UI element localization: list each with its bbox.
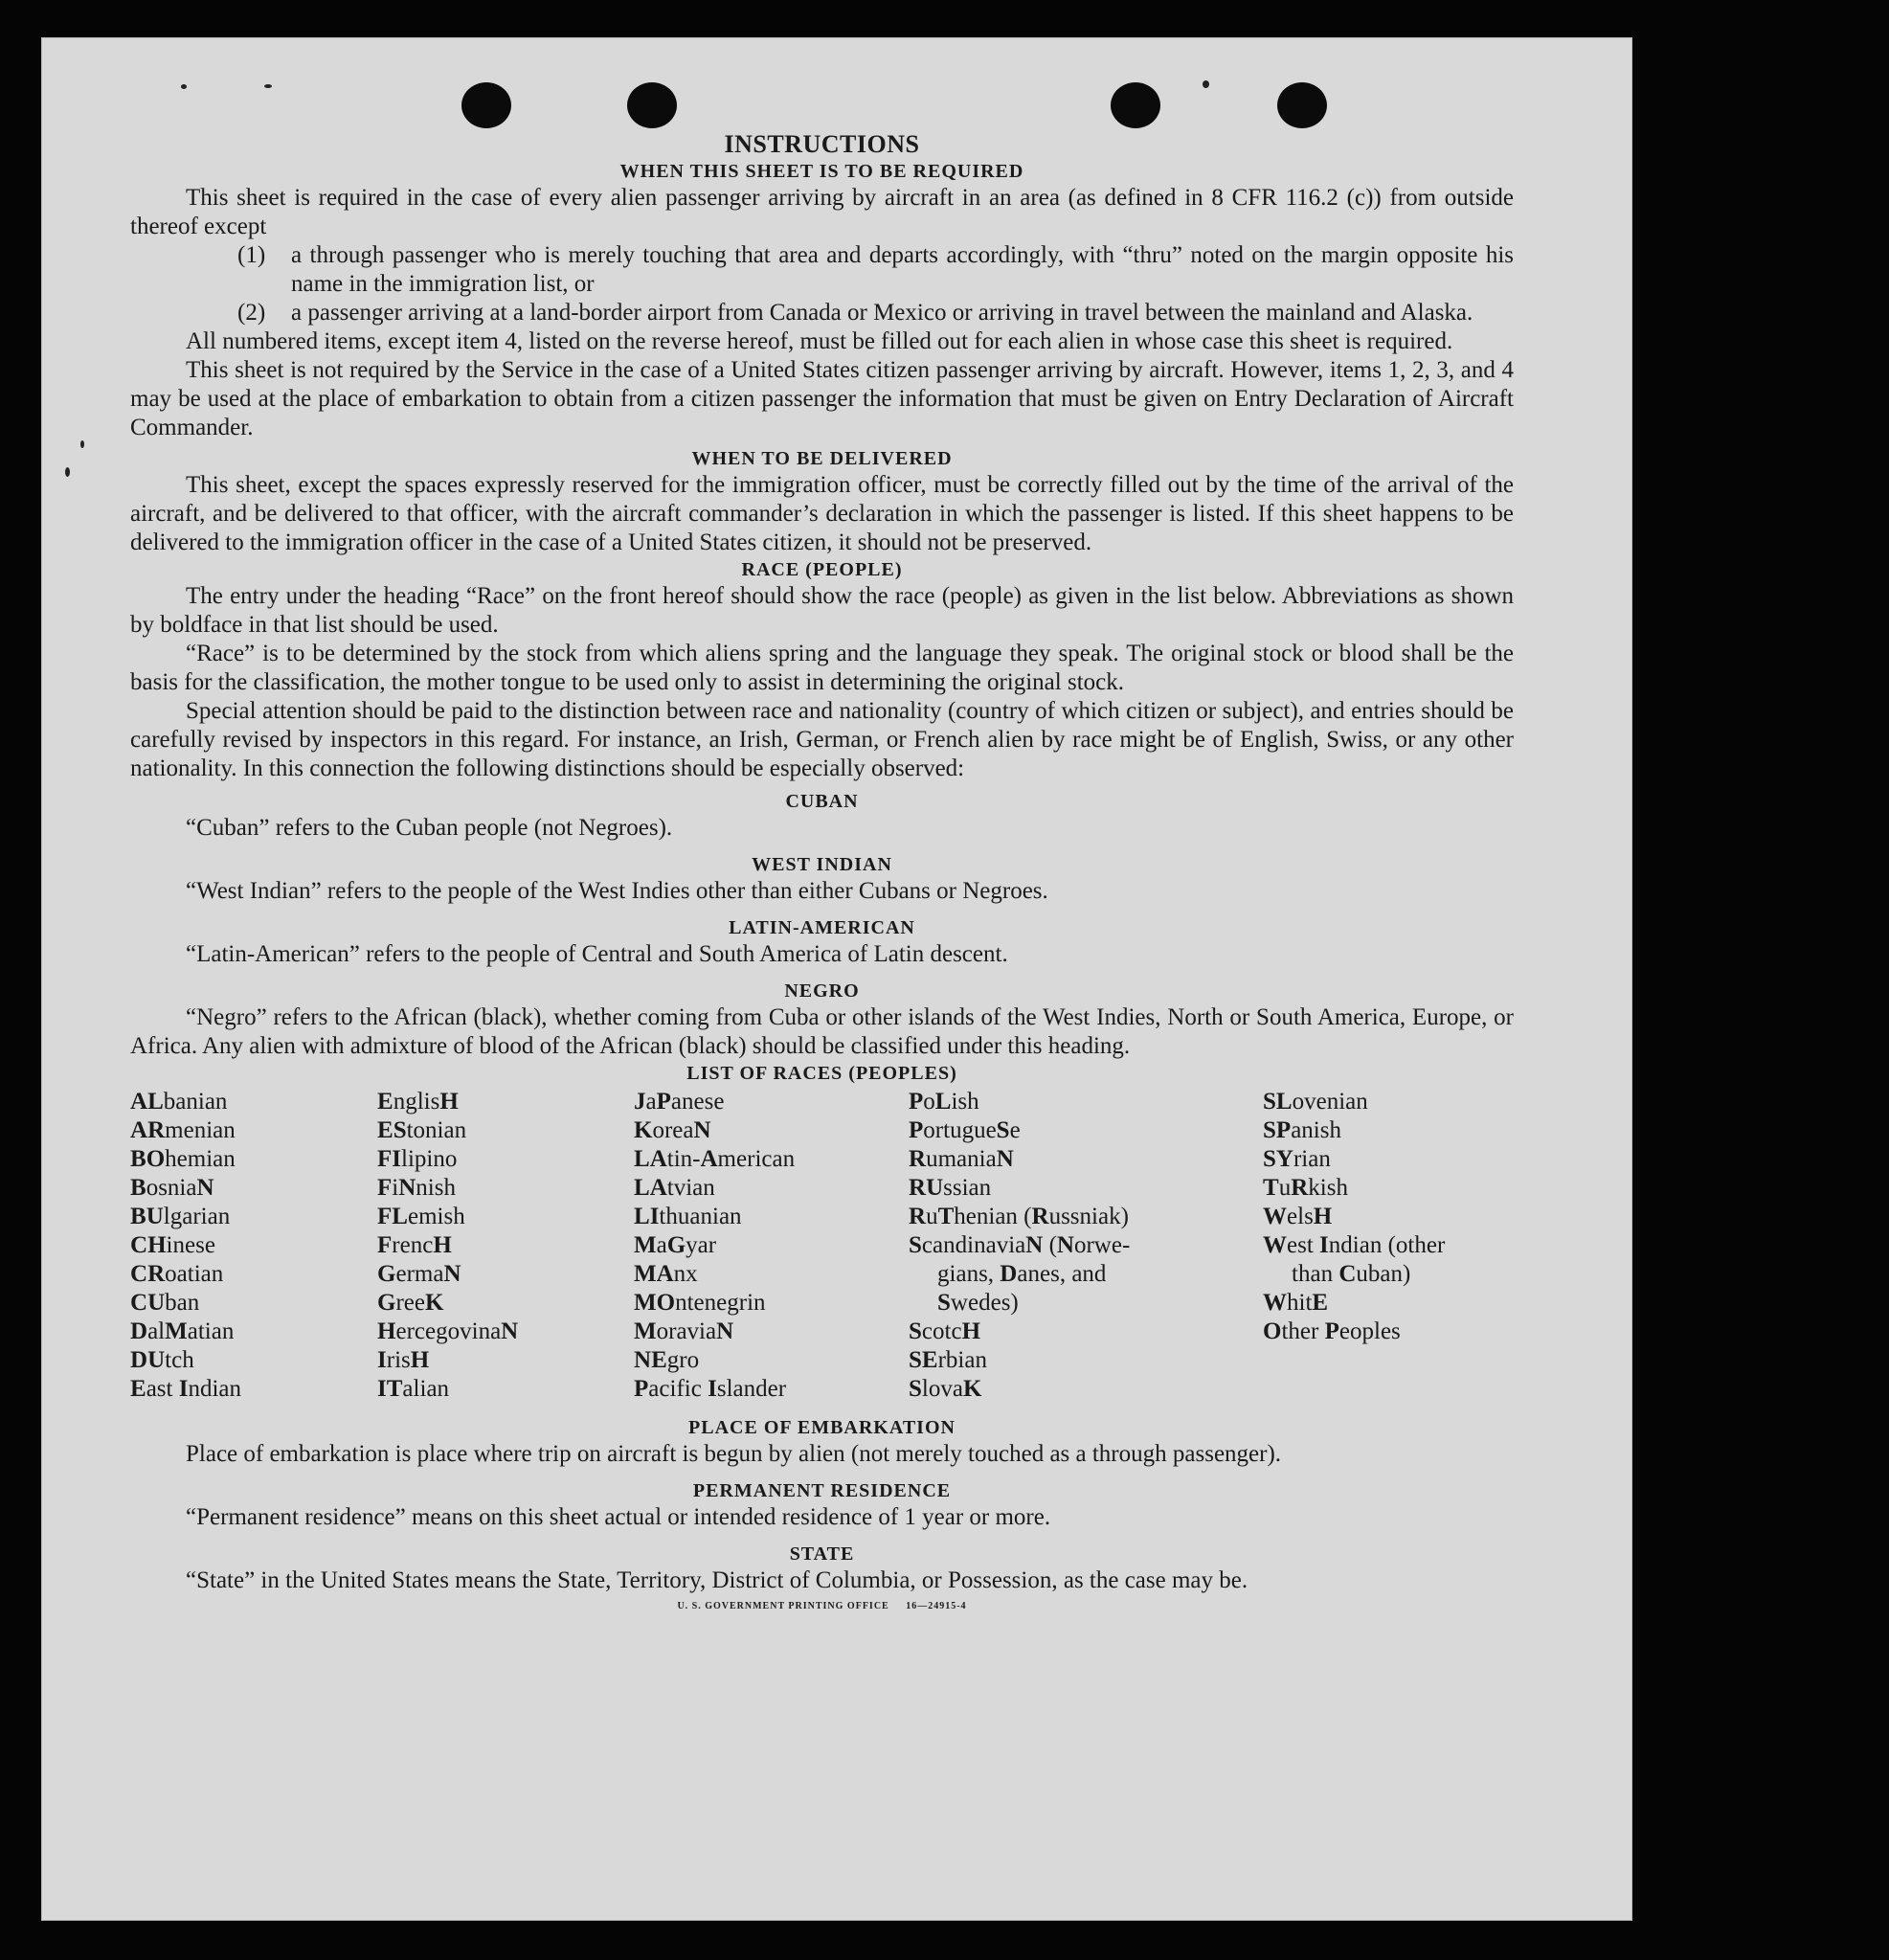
section-heading-when-required: WHEN THIS SHEET IS TO BE REQUIRED (619, 161, 1024, 182)
numbered-items-paragraph: All numbered items, except item 4, listed on the reverse hereof, must be filled out for each alien in whose case this sheet is required. (186, 328, 1453, 354)
race-name: PortugueSe (909, 1117, 1021, 1143)
printing-office-imprint: U. S. GOVERNMENT PRINTING OFFICE 16—24915-4 (677, 1601, 967, 1611)
section-heading-race: RACE (PEOPLE) (741, 559, 903, 580)
race-column (634, 1088, 909, 1404)
race-name: LAtin-American (634, 1146, 796, 1172)
state-text: “State” in the United States means the State, Territory, District of Columbia, or Possession, as the case may be. (186, 1567, 1248, 1593)
section-heading-state: STATE (789, 1543, 855, 1565)
cuban-text: “Cuban” refers to the Cuban people (not Negroes). (186, 815, 673, 841)
race-list (130, 1088, 1514, 1404)
race-column (130, 1088, 377, 1404)
west-indian-text: “West Indian” refers to the people of the West Indies other than either Cubans or Negroes. (186, 878, 1048, 904)
race-name: DalMatian (130, 1318, 235, 1344)
race-name: CRoatian (130, 1261, 224, 1287)
race-name: NEgro (634, 1347, 700, 1373)
instructions-content (130, 130, 1514, 1611)
race-name: TuRkish (1263, 1175, 1348, 1201)
embarkation-text: Place of embarkation is place where trip on aircraft is begun by alien (not merely touched as a through passenger). (186, 1441, 1282, 1467)
punch-hole (461, 82, 511, 128)
when-delivered-text: This sheet, except the spaces expressly reserved for the immigration officer, must be correctly filled out by the time of the arrival of the aircraft, and be delivered to that officer, with the aircraft commander’s declaration in which the passenger is listed. If this sheet happens to be delivered to the immigration officer in the case of a United States citizen, it should not be preserved. (130, 472, 1514, 555)
race-name: SYrian (1263, 1146, 1331, 1172)
speck (264, 84, 272, 88)
residence-text: “Permanent residence” means on this sheet actual or intended residence of 1 year or more. (186, 1504, 1051, 1530)
race-name: BOhemian (130, 1146, 236, 1172)
race-name: SErbian (909, 1347, 987, 1373)
race-name: LIthuanian (634, 1204, 742, 1229)
negro-text: “Negro” refers to the African (black), whether coming from Cuba or other islands of the West Indies, North or South America, Europe, or Africa. Any alien with admixture of blood of the African (black) should be classified under this heading. (130, 1004, 1514, 1059)
item-number: (2) (237, 300, 266, 326)
race-name: FIlipino (377, 1146, 458, 1172)
race-name: WhitE (1263, 1290, 1329, 1316)
race-name: East Indian (130, 1376, 242, 1402)
speck (181, 84, 187, 89)
race-name: BUlgarian (130, 1204, 231, 1229)
section-heading-when-delivered: WHEN TO BE DELIVERED (691, 448, 953, 469)
race-column (909, 1088, 1263, 1404)
race-name: ALbanian (130, 1089, 228, 1115)
race-paragraph: Special attention should be paid to the distinction between race and nationality (country of which citizen or subject), and entries should be carefully revised by inspectors in this regard. For instance, an Irish, German, or French alien by race might be of English, Swiss, or any other nationality. In this connection the following distinctions should be especially observed: (130, 698, 1514, 781)
section-heading-west-indian: WEST INDIAN (752, 854, 892, 875)
exception-item (130, 241, 1514, 299)
race-name: EnglisH (377, 1089, 459, 1115)
race-name-continued: Swedes) (937, 1290, 1019, 1316)
race-paragraph: The entry under the heading “Race” on the front hereof should show the race (people) as given in the list below. Abbreviations as shown by boldface in that list should be used. (130, 583, 1514, 638)
race-name: JaPanese (634, 1089, 725, 1115)
race-name: DUtch (130, 1347, 194, 1373)
exception-item (130, 299, 1514, 327)
race-name: MaGyar (634, 1232, 717, 1258)
race-name: FrencH (377, 1232, 452, 1258)
race-name: West Indian (other (1263, 1232, 1446, 1258)
section-heading-list-of-races: LIST OF RACES (PEOPLES) (686, 1063, 957, 1084)
race-name: CHinese (130, 1232, 215, 1258)
race-name: SPanish (1263, 1117, 1341, 1143)
race-name: SLovenian (1263, 1089, 1368, 1115)
race-name-continued: than Cuban) (1292, 1261, 1411, 1287)
race-name: Other Peoples (1263, 1318, 1401, 1344)
race-name-continued: gians, Danes, and (937, 1261, 1107, 1287)
item-text: a through passenger who is merely touching that area and departs accordingly, with “thru” noted on the margin opposite his name in the immigration list, or (291, 242, 1514, 297)
speck (65, 467, 70, 477)
race-name: MoraviaN (634, 1318, 734, 1344)
race-name: KoreaN (634, 1117, 711, 1143)
race-name: ITalian (377, 1376, 450, 1402)
section-heading-latin-american: LATIN-AMERICAN (729, 917, 915, 938)
punch-hole (1277, 82, 1327, 128)
race-name: FiNnish (377, 1175, 456, 1201)
race-name: RUssian (909, 1175, 992, 1201)
race-name: HercegovinaN (377, 1318, 519, 1344)
race-name: MAnx (634, 1261, 698, 1287)
race-name: SlovaK (909, 1376, 982, 1402)
race-column (1263, 1088, 1514, 1404)
section-heading-residence: PERMANENT RESIDENCE (692, 1480, 952, 1501)
race-name: MOntenegrin (634, 1290, 766, 1316)
race-name: RumaniaN (909, 1146, 1014, 1172)
race-name: IrisH (377, 1347, 430, 1373)
race-name: ScandinaviaN (Norwe- (909, 1232, 1131, 1258)
section-heading-embarkation: PLACE OF EMBARKATION (688, 1417, 956, 1438)
when-required-intro: This sheet is required in the case of every alien passenger arriving by aircraft in an area (as defined in 8 CFR 116.2 (c)) from outside thereof except (130, 185, 1514, 239)
race-name: RuThenian (Russniak) (909, 1204, 1129, 1229)
race-name: EStonian (377, 1117, 467, 1143)
race-name: PoLish (909, 1089, 979, 1115)
punch-hole (1111, 82, 1160, 128)
race-name: LAtvian (634, 1175, 715, 1201)
race-name: Pacific Islander (634, 1376, 787, 1402)
race-name: WelsH (1263, 1204, 1333, 1229)
punch-hole (627, 82, 677, 128)
race-name: FLemish (377, 1204, 465, 1229)
race-name: ARmenian (130, 1117, 236, 1143)
speck (80, 440, 84, 448)
race-column (377, 1088, 634, 1404)
latin-american-text: “Latin-American” refers to the people of Central and South America of Latin descent. (186, 941, 1008, 967)
race-paragraph: “Race” is to be determined by the stock from which aliens spring and the language they speak. The original stock or blood shall be the basis for the classification, the mother tongue to be used only to assist in determining the original stock. (130, 641, 1514, 695)
citizen-paragraph: This sheet is not required by the Service in the case of a United States citizen passenger arriving by aircraft. However, items 1, 2, 3, and 4 may be used at the place of embarkation to obtain from a citizen passenger the information that must be given on Entry Declaration of Aircraft Commander. (130, 357, 1514, 440)
race-name: CUban (130, 1290, 200, 1316)
item-number: (1) (237, 242, 266, 268)
speck (1203, 80, 1209, 88)
race-name: ScotcH (909, 1318, 981, 1344)
race-name: BosniaN (130, 1175, 214, 1201)
item-text: a passenger arriving at a land-border airport from Canada or Mexico or arriving in travel between the mainland and Alaska. (291, 300, 1473, 326)
document-sheet (42, 38, 1631, 1920)
race-name: GreeK (377, 1290, 444, 1316)
section-heading-cuban: CUBAN (785, 791, 859, 812)
section-heading-negro: NEGRO (784, 980, 860, 1002)
page-title: INSTRUCTIONS (724, 130, 920, 158)
race-name: GermaN (377, 1261, 461, 1287)
